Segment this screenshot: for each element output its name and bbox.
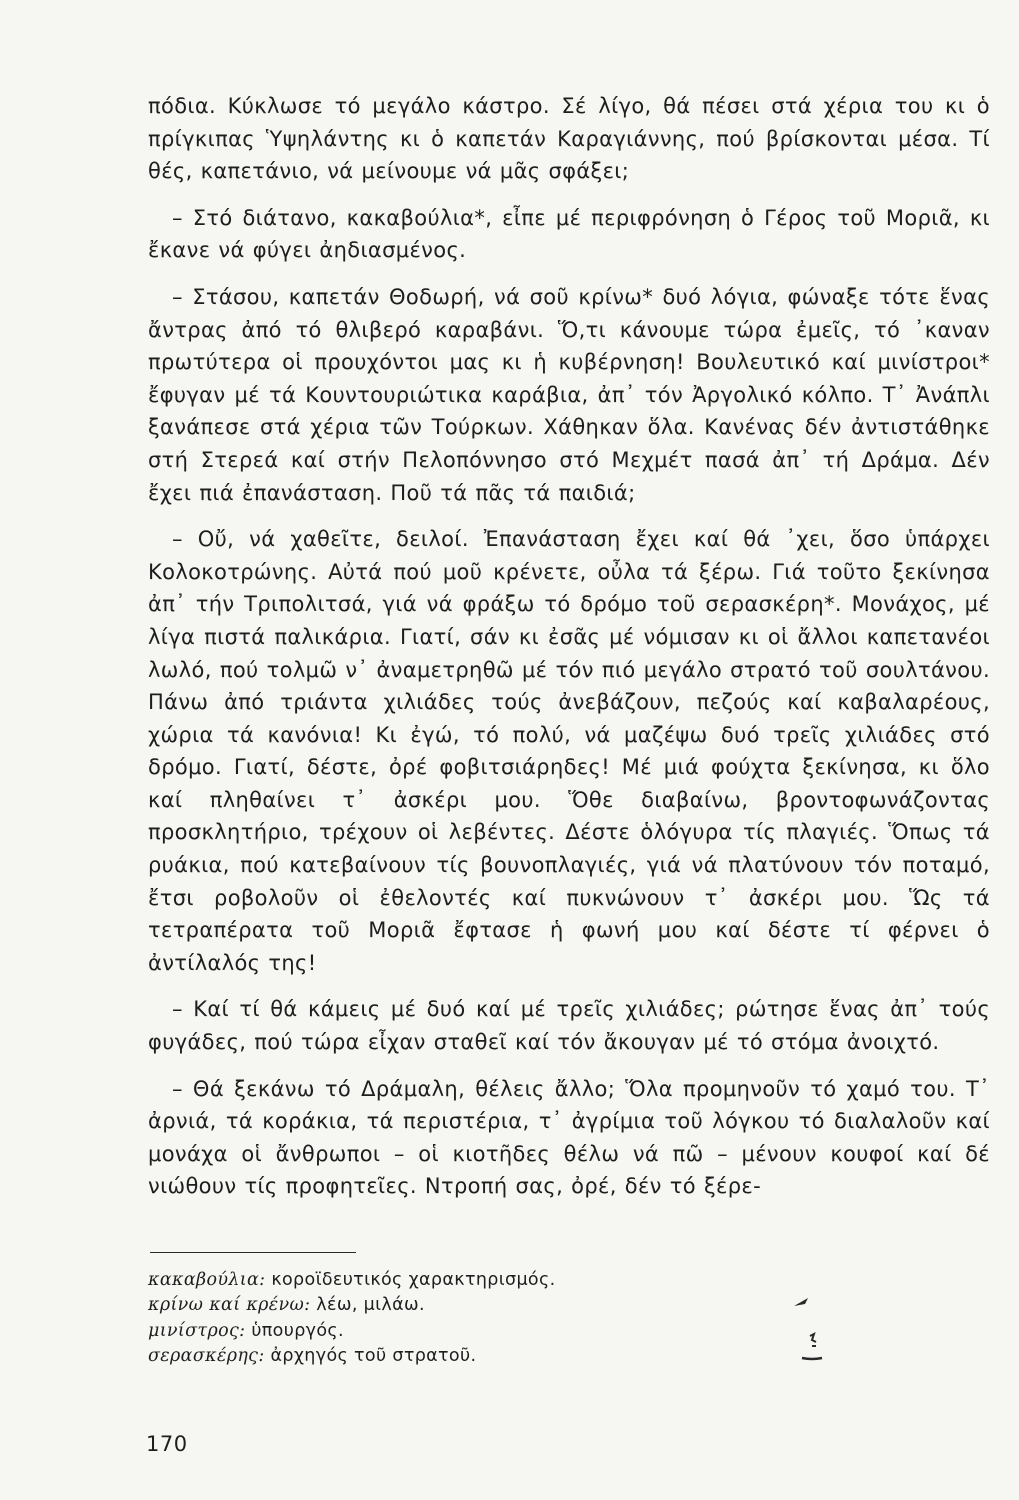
footnote-item bbox=[148, 1268, 848, 1293]
footnote-term: σερασκέρης: bbox=[148, 1346, 265, 1367]
footnote-definition: λέω, μιλάω. bbox=[316, 1295, 425, 1316]
footnote-term: κακαβούλια: bbox=[148, 1270, 266, 1290]
paragraph-6: – Θά ξεκάνω τό Δράμαλη, θέλεις ἄλλο; Ὅλα προμηνοῦν τό χαμό του. Τ᾽ ἀρνιά, τά κοράκια, τά περιστέρια, τ᾽ ἀγρίμια τοῦ λόγκου τό διαλαλοῦν καί μονάχα οἱ ἄνθρωποι – οἱ κιοτῆδες θέλω νά πῶ – μένουν κουφοί καί δέ νιώθουν τίς προφητεῖες. Ντροπή σας, ὀρέ, δέν τό ξέρε- bbox=[148, 1076, 990, 1199]
footnote-divider bbox=[150, 1252, 356, 1253]
footnote-term: κρίνω καί κρένω: bbox=[148, 1295, 311, 1316]
footnotes bbox=[148, 1268, 848, 1370]
footnote-definition: ἀρχηγός τοῦ στρατοῦ. bbox=[270, 1346, 477, 1367]
main-text bbox=[148, 90, 990, 1203]
footnote-definition: κοροϊδευτικός χαρακτηρισμός. bbox=[271, 1270, 556, 1290]
page-number: 170 bbox=[146, 1432, 188, 1456]
paragraph-4: – Οὔ, νά χαθεῖτε, δειλοί. Ἐπανάσταση ἔχει καί θά ᾽χει, ὅσο ὑπάρχει Κολοκοτρώνης. Αὐτά πού μοῦ κρένετε, οὖλα τά ξέρω. Γιά τοῦτο ξεκίνησα ἀπ᾽ τήν Τριπολιτσά, γιά νά φράξω τό δρόμο τοῦ σερασκέρη*. Μονάχος, μέ λίγα πιστά παλικάρια. Γιατί, σάν κι ἐσᾶς μέ νόμισαν κι οἱ ἄλλοι καπετανέοι λωλό, πού τολμῶ ν᾽ ἀναμετρηθῶ μέ τόν πιό μεγάλο στρατό τοῦ σουλτάνου. Πάνω ἀπό τριάντα χιλιάδες τούς ἀνεβάζουν, πεζούς καί καβαλαρέους, χώρια τά κανόνια! Κι ἐγώ, τό πολύ, νά μαζέψω δυό τρεῖς χιλιάδες στό δρόμο. Γιατί, δέστε, ὀρέ φοβιτσιάρηδες! Μέ μιά φούχτα ξεκίνησα, κι ὅλο καί πληθαίνει τ᾽ ἀσκέρι μου. Ὅθε διαβαίνω, βροντοφωνάζοντας προσκλητήριο, τρέχουν οἱ λεβέντες. Δέστε ὁλόγυρα τίς πλαγιές. Ὅπως τά ρυάκια, πού κατεβαίνουν τίς βουνοπλαγιές, γιά νά πλατύνουν τόν ποταμό, ἔτσι ροβολοῦν οἱ ἐθελοντές καί πυκνώνουν τ᾽ ἀσκέρι μου. Ὥς τά τετραπέρατα τοῦ Μοριᾶ ἔφτασε ἡ φωνή μου καί δέστε τί φέρνει ὁ ἀντίλαλός της! bbox=[148, 527, 990, 975]
paragraph-1: πόδια. Κύκλωσε τό μεγάλο κάστρο. Σέ λίγο, θά πέσει στά χέρια του κι ὁ πρίγκιπας Ὑψηλάντης κι ὁ καπετάν Καραγιάννης, πού βρίσκονται μέσα. Τί θές, καπετάνιο, νά μείνουμε νά μᾶς σφάξει; bbox=[148, 94, 990, 184]
paragraph-2: – Στό διάτανο, κακαβούλια*, εἶπε μέ περιφρόνηση ὁ Γέρος τοῦ Μοριᾶ, κι ἔκανε νά φύγει ἀηδιασμένος. bbox=[148, 205, 990, 263]
footnote-item bbox=[148, 1344, 848, 1369]
paragraph-3: – Στάσου, καπετάν Θοδωρή, νά σοῦ κρίνω* δυό λόγια, φώναξε τότε ἕνας ἄντρας ἀπό τό θλιβερό καραβάνι. Ὅ,τι κάνουμε τώρα ἐμεῖς, τό ᾽καναν πρωτύτερα οἱ προυχόντοι μας κι ἡ κυβέρνηση! Βουλευτικό καί μινίστροι* ἔφυγαν μέ τά Κουντουριώτικα καράβια, ἀπ᾽ τόν Ἀργολικό κόλπο. Τ᾽ Ἀνάπλι ξανάπεσε στά χέρια τῶν Τούρκων. Χάθηκαν ὅλα. Κανένας δέν ἀντιστάθηκε στή Στερεά καί στήν Πελοπόννησο στό Μεχμέτ πασά ἀπ᾽ τή Δράμα. Δέν ἔχει πιά ἐπανάσταση. Ποῦ τά πᾶς τά παιδιά; bbox=[148, 284, 990, 505]
paragraph-5: – Καί τί θά κάμεις μέ δυό καί μέ τρεῖς χιλιάδες; ρώτησε ἕνας ἀπ᾽ τούς φυγάδες, πού τώρα εἶχαν σταθεῖ καί τόν ἄκουγαν μέ τό στόμα ἀνοιχτό. bbox=[148, 997, 990, 1055]
footnote-item bbox=[148, 1293, 848, 1318]
footnote-term: μινίστρος: bbox=[148, 1320, 246, 1341]
footnote-definition: ὑπουργός. bbox=[251, 1320, 344, 1341]
footnote-item bbox=[148, 1319, 848, 1344]
ink-mark-icon bbox=[788, 1292, 828, 1372]
